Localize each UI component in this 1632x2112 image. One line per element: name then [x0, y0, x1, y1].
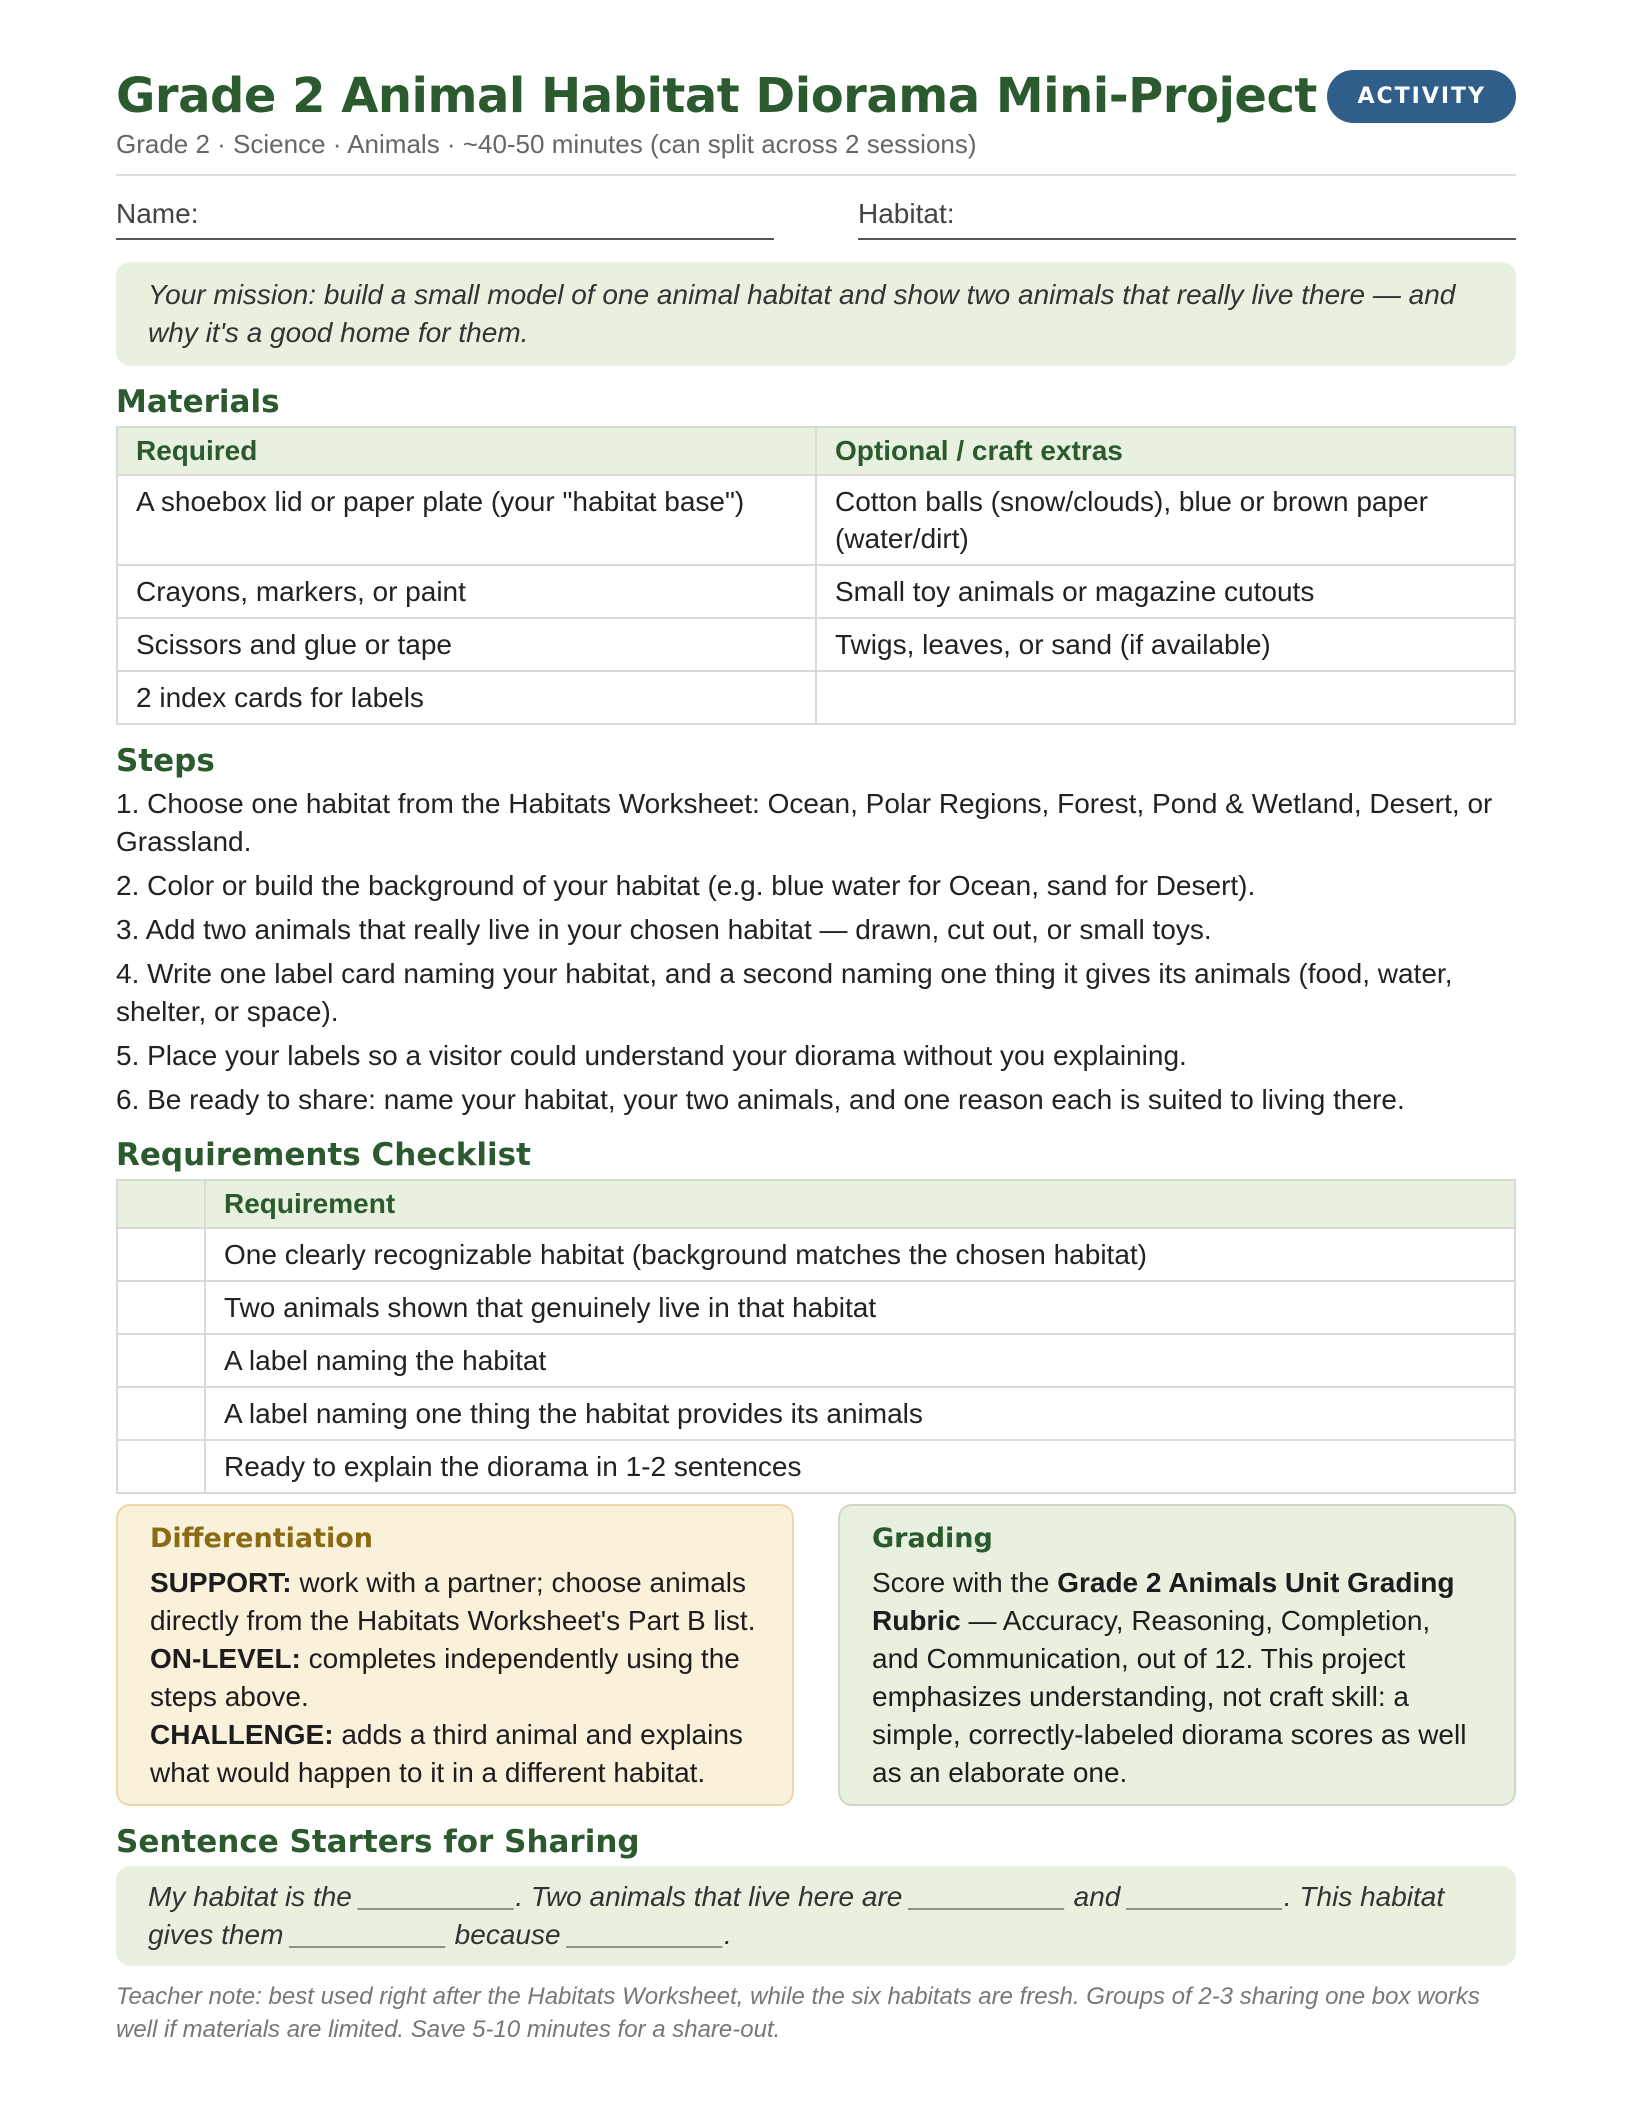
- support-text: work with a partner; choose animals directly from the Habitats Worksheet's Part B list.: [150, 1567, 756, 1636]
- activity-badge: ACTIVITY: [1327, 70, 1516, 123]
- table-row: [117, 618, 1515, 671]
- requirement-cell: A label naming one thing the habitat provides its animals: [205, 1387, 1515, 1440]
- checkbox-cell[interactable]: [117, 1281, 205, 1334]
- materials-table: [116, 426, 1516, 725]
- grading-title: Grading: [872, 1523, 993, 1554]
- differentiation-card: [116, 1504, 794, 1806]
- grading-text-before: Score with the: [872, 1567, 1058, 1598]
- required-cell: Crayons, markers, or paint: [117, 565, 816, 618]
- table-row: [117, 475, 1515, 565]
- requirement-cell: A label naming the habitat: [205, 1334, 1515, 1387]
- table-row: [117, 1440, 1515, 1493]
- checkbox-cell[interactable]: [117, 1440, 205, 1493]
- requirement-cell: Ready to explain the diorama in 1-2 sentences: [205, 1440, 1515, 1493]
- differentiation-title: Differentiation: [150, 1523, 374, 1554]
- checkbox-cell[interactable]: [117, 1228, 205, 1281]
- table-row: [117, 1334, 1515, 1387]
- habitat-label: Habitat:: [858, 198, 955, 229]
- table-row: [117, 1281, 1515, 1334]
- name-field[interactable]: [116, 198, 774, 240]
- optional-cell: [816, 671, 1515, 724]
- list-item: 5. Place your labels so a visitor could understand your diorama without you explaining.: [116, 1040, 1187, 1071]
- sentence-starters-box: My habitat is the __________. Two animals that live here are __________ and __________. This habitat gives them __________ because __________.: [116, 1866, 1516, 1966]
- header: [116, 64, 1516, 123]
- required-cell: Scissors and glue or tape: [117, 618, 816, 671]
- optional-cell: Cotton balls (snow/clouds), blue or brown paper (water/dirt): [816, 475, 1515, 565]
- onlevel-line: [150, 1640, 760, 1716]
- name-label: Name:: [116, 198, 199, 229]
- page-title: Grade 2 Animal Habitat Diorama Mini-Project: [116, 68, 1317, 124]
- required-cell: 2 index cards for labels: [117, 671, 816, 724]
- checklist-title: Requirements Checklist: [116, 1137, 531, 1173]
- teacher-note: Teacher note: best used right after the Habitats Worksheet, while the six habitats are fresh. Groups of 2-3 sharing one box works well if materials are limited. Save 5-10 minutes for a share-out.: [116, 1983, 1480, 2043]
- table-row: [117, 1387, 1515, 1440]
- grading-card: [838, 1504, 1516, 1806]
- requirement-cell: One clearly recognizable habitat (background matches the chosen habitat): [205, 1228, 1515, 1281]
- required-header: Required: [117, 427, 816, 475]
- steps-title: Steps: [116, 743, 215, 779]
- habitat-field[interactable]: [858, 198, 1516, 240]
- required-cell: A shoebox lid or paper plate (your "habitat base"): [117, 475, 816, 565]
- list-item: 4. Write one label card naming your habitat, and a second naming one thing it gives its animals (food, water, shelter, or space).: [116, 958, 1453, 1027]
- support-line: [150, 1564, 760, 1640]
- challenge-label: CHALLENGE:: [150, 1719, 334, 1750]
- materials-title: Materials: [116, 384, 280, 420]
- starters-title: Sentence Starters for Sharing: [116, 1824, 640, 1860]
- list-item: 2. Color or build the background of your habitat (e.g. blue water for Ocean, sand for Desert).: [116, 870, 1256, 901]
- name-habitat-row: [116, 198, 1516, 240]
- challenge-text: adds a third animal and explains what would happen to it in a different habitat.: [150, 1719, 743, 1788]
- table-header-row: [117, 1180, 1515, 1228]
- page-subtitle: Grade 2 · Science · Animals · ~40-50 minutes (can split across 2 sessions): [116, 129, 1516, 176]
- rubric-name: Grade 2 Animals Unit Grading Rubric: [872, 1567, 1455, 1636]
- onlevel-text: completes independently using the steps above.: [150, 1643, 740, 1712]
- optional-cell: Small toy animals or magazine cutouts: [816, 565, 1515, 618]
- checklist-table: [116, 1179, 1516, 1494]
- onlevel-label: ON-LEVEL:: [150, 1643, 301, 1674]
- requirement-header: Requirement: [205, 1180, 1515, 1228]
- table-header-row: [117, 427, 1515, 475]
- checkbox-cell[interactable]: [117, 1387, 205, 1440]
- optional-cell: Twigs, leaves, or sand (if available): [816, 618, 1515, 671]
- challenge-line: [150, 1716, 760, 1792]
- steps-list: [116, 785, 1516, 1119]
- info-cards-row: [116, 1504, 1516, 1806]
- list-item: 3. Add two animals that really live in your chosen habitat — drawn, cut out, or small toys.: [116, 914, 1212, 945]
- list-item: 6. Be ready to share: name your habitat, your two animals, and one reason each is suited to living there.: [116, 1084, 1405, 1115]
- table-row: [117, 671, 1515, 724]
- mission-box: Your mission: build a small model of one animal habitat and show two animals that really live there — and why it's a good home for them.: [116, 262, 1516, 366]
- requirement-cell: Two animals shown that genuinely live in that habitat: [205, 1281, 1515, 1334]
- support-label: SUPPORT:: [150, 1567, 292, 1598]
- checkbox-cell[interactable]: [117, 1334, 205, 1387]
- checkbox-header: [117, 1180, 205, 1228]
- grading-text-after: — Accuracy, Reasoning, Completion, and Communication, out of 12. This project emphasizes understanding, not craft skill: a simple, correctly-labeled diorama scores as well as an elaborate one.: [872, 1605, 1467, 1788]
- grading-text: [872, 1564, 1482, 1792]
- optional-header: Optional / craft extras: [816, 427, 1515, 475]
- list-item: 1. Choose one habitat from the Habitats Worksheet: Ocean, Polar Regions, Forest, Pond & Wetland, Desert, or Grassland.: [116, 788, 1493, 857]
- table-row: [117, 565, 1515, 618]
- table-row: [117, 1228, 1515, 1281]
